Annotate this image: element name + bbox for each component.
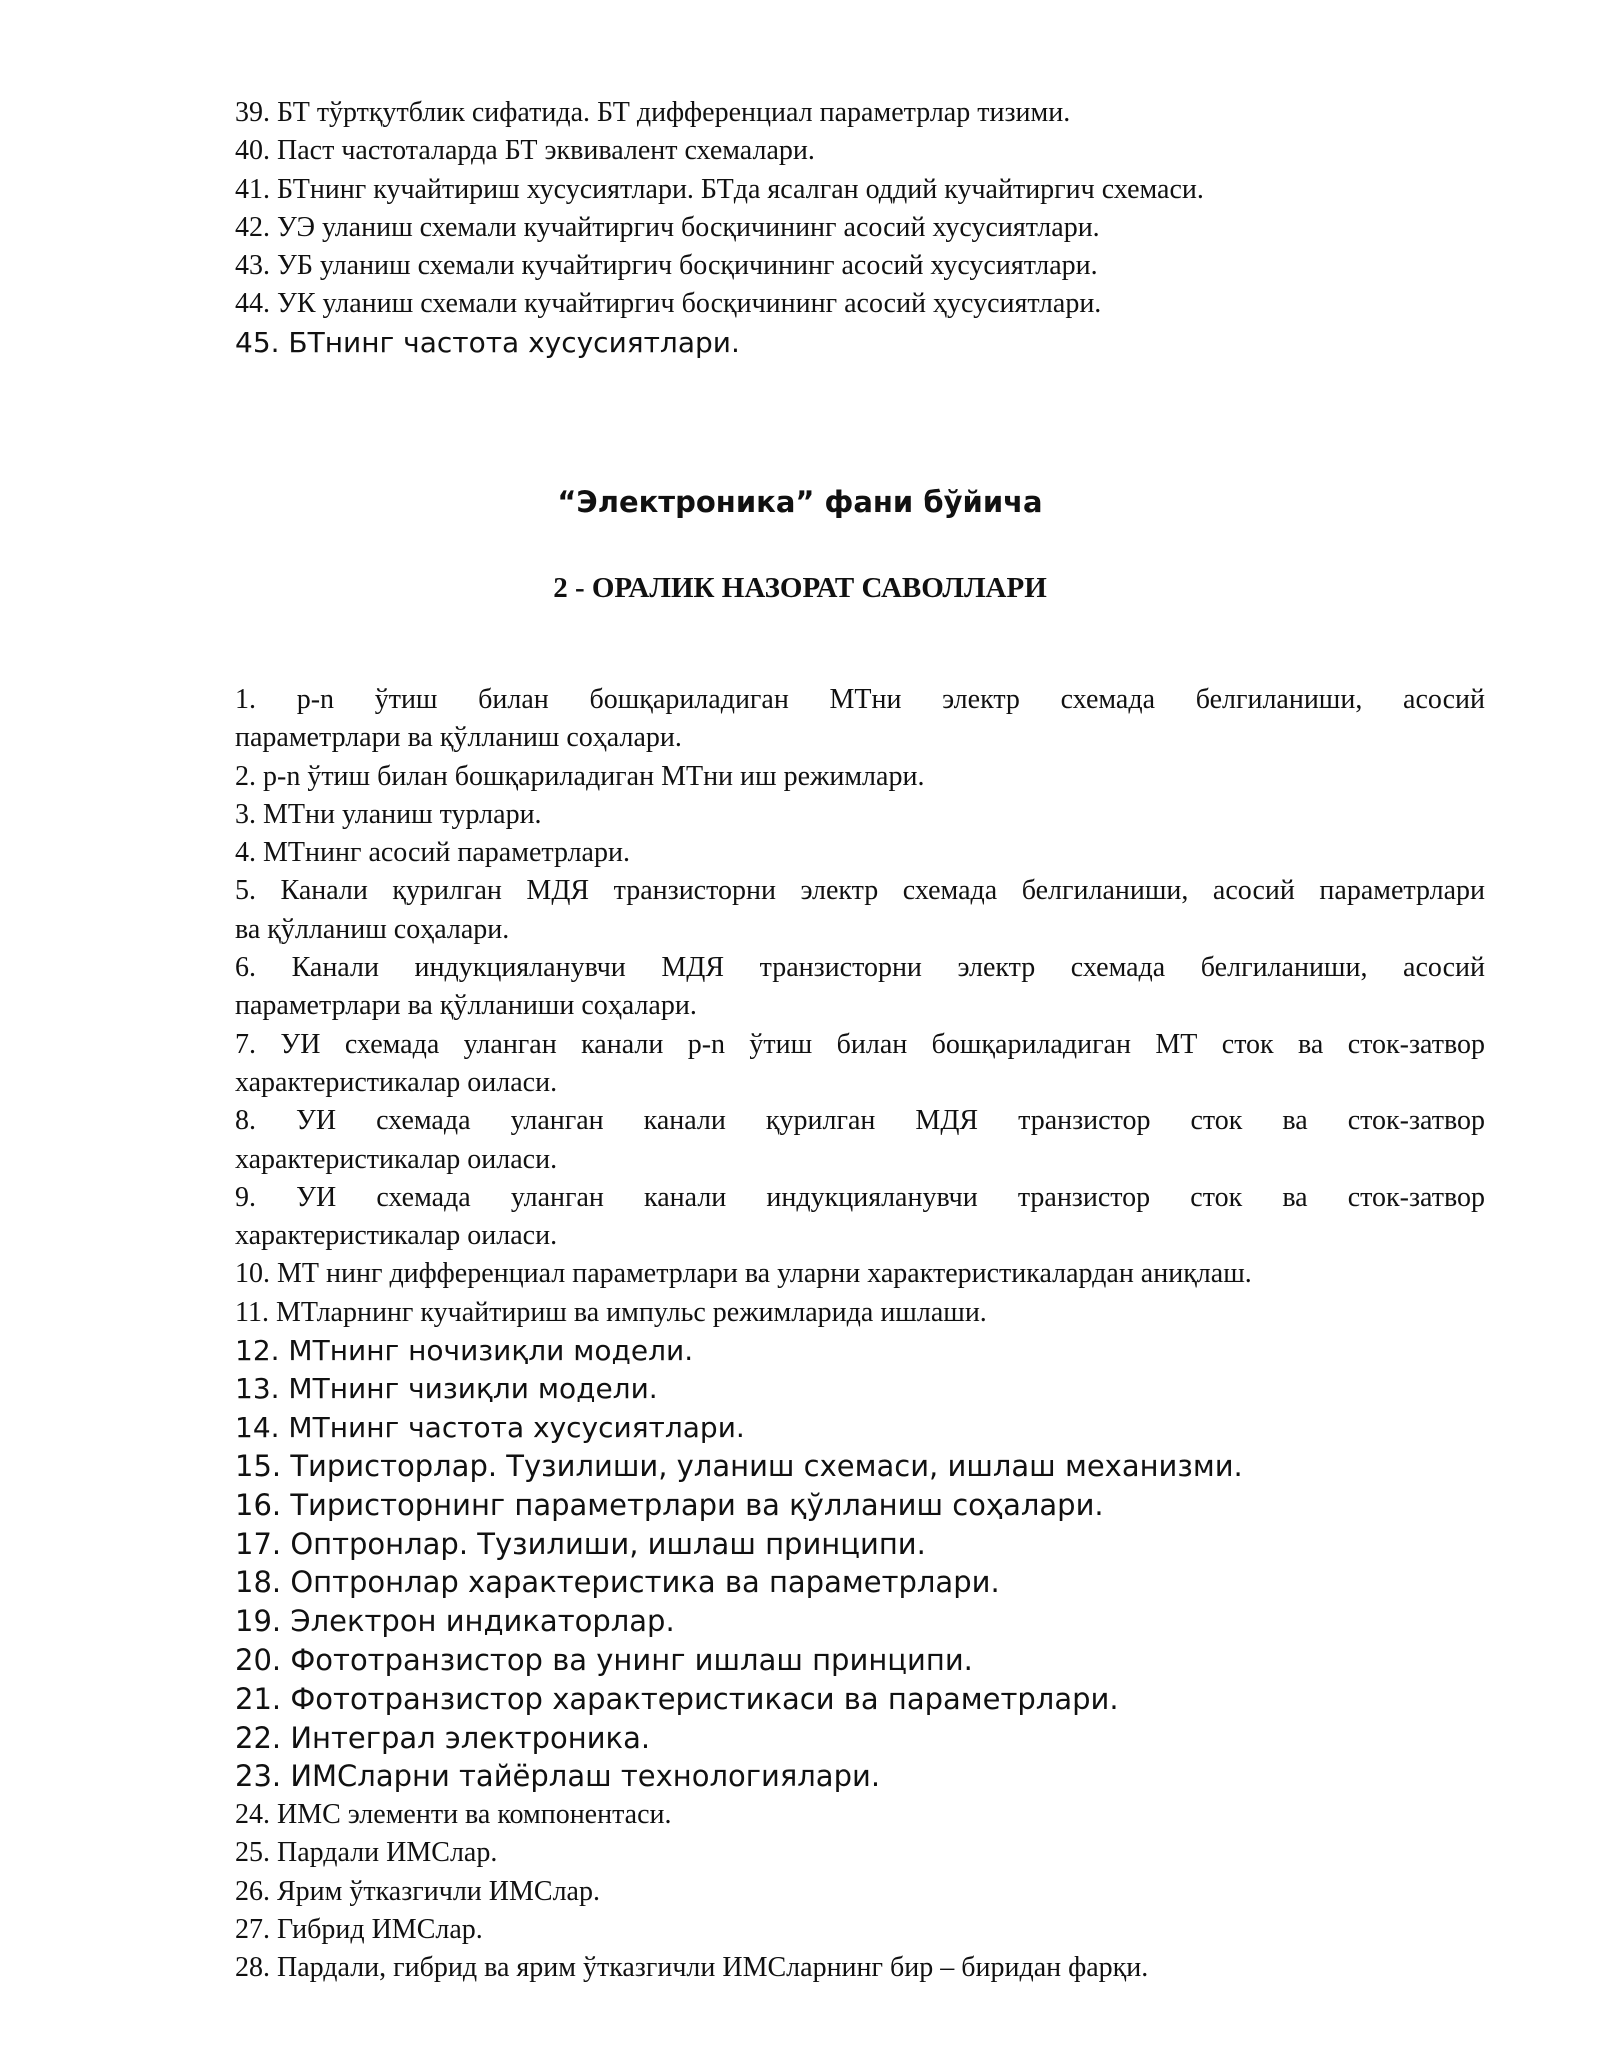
- list-item: 20. Фототранзистор ва унинг ишлаш принципи.: [235, 1642, 973, 1677]
- list-item: 19. Электрон индикаторлар.: [235, 1604, 675, 1639]
- questions-list-continued: [235, 94, 1485, 362]
- section-title: 2 - ОРАЛИК НАЗОРАТ САВОЛЛАРИ: [553, 572, 1047, 604]
- midterm-questions-list: [235, 681, 1485, 1988]
- list-item: 43. УБ уланиш схемали кучайтиргич босқичининг асосий хусусиятлари.: [235, 250, 1098, 282]
- list-item: 11. МТларнинг кучайтириш ва импульс режимларида ишлаши.: [235, 1296, 987, 1328]
- list-item: 28. Пардали, гибрид ва ярим ўтказгичли ИМСларнинг бир – биридан фарқи.: [235, 1952, 1149, 1984]
- list-item: 9. УИ схемада уланган канали индукцияланувчи транзистор сток ва сток-затвор: [235, 1181, 1485, 1213]
- list-item: 15. Тиристорлар. Тузилиши, уланиш схемаси, ишлаш механизми.: [235, 1448, 1243, 1483]
- list-item: 23. ИМСларни тайёрлаш технологиялари.: [235, 1759, 881, 1794]
- list-item-continuation: характеристикалар оиласи.: [235, 1066, 558, 1098]
- list-item: 40. Паст частоталарда БТ эквивалент схемалари.: [235, 135, 815, 167]
- subject-title: “Электроника” фани бўйича: [557, 485, 1043, 519]
- list-item: 22. Интеграл электроника.: [235, 1720, 651, 1755]
- list-item: 21. Фототранзистор характеристикаси ва параметрлари.: [235, 1681, 1119, 1716]
- list-item: 13. МТнинг чизиқли модели.: [235, 1372, 658, 1406]
- list-item: 5. Канали қурилган МДЯ транзисторни электр схемада белгиланиши, асосий параметрлари: [235, 875, 1485, 907]
- list-item-continuation: параметрлари ва қўлланиши соҳалари.: [235, 990, 697, 1022]
- list-item: 42. УЭ уланиш схемали кучайтиргич босқичининг асосий хусусиятлари.: [235, 211, 1100, 243]
- list-item: 25. Пардали ИМСлар.: [235, 1837, 498, 1869]
- list-item: 12. МТнинг ночизиқли модели.: [235, 1334, 694, 1368]
- list-item-continuation: характеристикалар оиласи.: [235, 1220, 558, 1252]
- list-item: 24. ИМС элементи ва компонентаси.: [235, 1799, 672, 1831]
- list-item: 6. Канали индукцияланувчи МДЯ транзисторни электр схемада белгиланиши, асосий: [235, 952, 1485, 984]
- list-item: 17. Оптронлар. Тузилиши, ишлаш принципи.: [235, 1526, 926, 1561]
- list-item: 18. Оптронлар характеристика ва параметрлари.: [235, 1565, 1000, 1600]
- list-item: 2. p-n ўтиш билан бошқариладиган МТни иш режимлари.: [235, 760, 925, 792]
- list-item: 16. Тиристорнинг параметрлари ва қўлланиш соҳалари.: [235, 1487, 1104, 1522]
- list-item: 8. УИ схемада уланган канали қурилган МДЯ транзистор сток ва сток-затвор: [235, 1105, 1485, 1137]
- list-item: 26. Ярим ўтказгичли ИМСлар.: [235, 1875, 600, 1907]
- list-item: 45. БТнинг частота хусусиятлари.: [235, 325, 740, 359]
- list-item: 4. МТнинг асосий параметрлари.: [235, 837, 630, 869]
- list-item: 1. p-n ўтиш билан бошқариладиган МТни электр схемада белгиланиши, асосий: [235, 684, 1485, 715]
- list-item: 44. УК уланиш схемали кучайтиргич босқичининг асосий ҳусусиятлари.: [235, 288, 1102, 320]
- list-item-continuation: ва қўлланиш соҳалари.: [235, 913, 510, 945]
- list-item-continuation: параметрлари ва қўлланиш соҳалари.: [235, 722, 682, 754]
- list-item: 14. МТнинг частота хусусиятлари.: [235, 1410, 745, 1444]
- list-item: 7. УИ схемада уланган канали p-n ўтиш билан бошқариладиган МТ сток ва сток-затвор: [235, 1028, 1485, 1060]
- list-item: 41. БТнинг кучайтириш хусусиятлари. БТда ясалган оддий кучайтиргич схемаси.: [235, 173, 1204, 205]
- list-item-continuation: характеристикалар оиласи.: [235, 1143, 558, 1175]
- list-item: 10. МТ нинг дифференциал параметрлари ва уларни характеристикалардан аниқлаш.: [235, 1258, 1252, 1290]
- list-item: 27. Гибрид ИМСлар.: [235, 1914, 483, 1945]
- list-item: 39. БТ тўртқутблик сифатида. БТ дифференциал параметрлар тизими.: [235, 97, 1071, 128]
- list-item: 3. МТни уланиш турлари.: [235, 798, 542, 830]
